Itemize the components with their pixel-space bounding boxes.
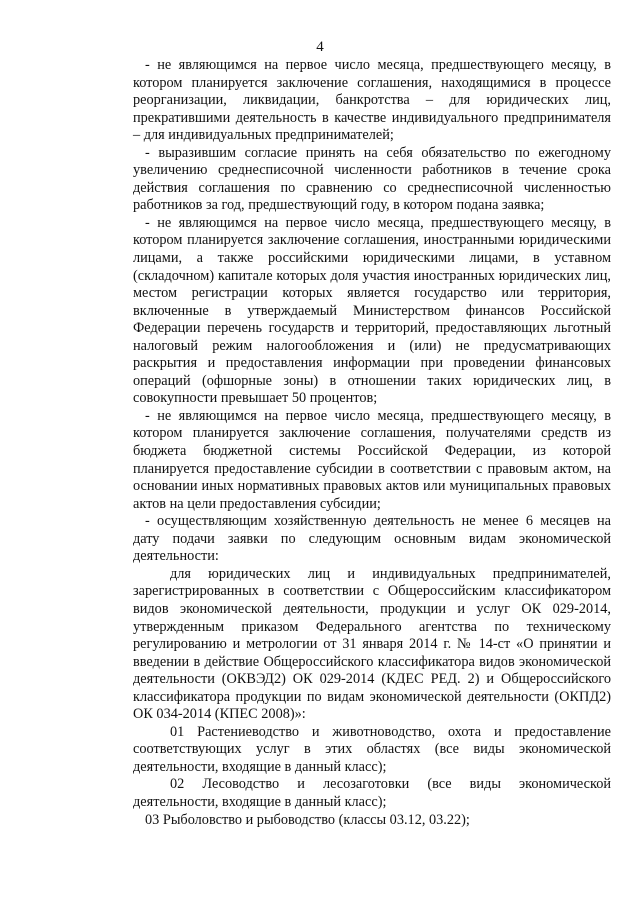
code-02-item: 02 Лесоводство и лесозаготовки (все виды экономической деятельности, входящие в данный класс);: [133, 776, 611, 810]
code-03-item: 03 Рыболовство и рыбоводство (классы 03.12, 03.22);: [145, 811, 470, 828]
document-body: [133, 57, 611, 829]
paragraph-activity-duration: - осуществляющим хозяйственную деятельность не менее 6 месяцев на дату подачи заявки по следующим основным видам экономической деятельности:: [133, 513, 611, 565]
paragraph-classifier: для юридических лиц и индивидуальных предпринимателей, зарегистрированных в соответствии с Общероссийским классификатором видов экономической деятельности, продукции и услуг ОК 029-2014, утвержденным приказом Федерального агентства по техническому регулированию и метрологии от 31 января 2014 г. № 14-ст «О принятии и введении в действие Общероссийского классификатора видов экономической деятельности (ОКВЭД2) ОК 029-2014 (КДЕС РЕД. 2) и Общероссийского классификатора продукции по видам экономической деятельности (ОКПД2) ОК 034-2014 (КПЕС 2008)»:: [133, 565, 611, 723]
paragraph-reorganization: - не являющимся на первое число месяца, предшествующего месяцу, в котором планируется заключение соглашения, находящимися в процессе реорганизации, ликвидации, банкротства – для юридических лиц, прекратившими деятельность в качестве индивидуального предпринимателя – для индивидуальных предпринимателей;: [133, 57, 611, 144]
paragraph-headcount: - выразившим согласие принять на себя обязательство по ежегодному увеличению среднесписочной численности работников в течение срока действия соглашения по сравнению со среднесписочной численностью работников за год, предшествующий году, в котором подана заявка;: [133, 144, 611, 214]
paragraph-budget-recipients: - не являющимся на первое число месяца, предшествующего месяцу, в котором планируется заключение соглашения, получателями средств из бюджета бюджетной системы Российской Федерации, из которой планируется предоставление субсидии в соответствии с правовым актом, на основании иных нормативных правовых актов или муниципальных правовых актов на цели предоставления субсидии;: [133, 407, 611, 512]
paragraph-foreign-entities: - не являющимся на первое число месяца, предшествующего месяцу, в котором планируется заключение соглашения, иностранными юридическими лицами, а также российскими юридическими лицами, в уставном (складочном) капитале которых доля участия иностранных юридических лиц, местом регистрации которых является государство или территория, включенные в утверждаемый Министерством финансов Российской Федерации перечень государств и территорий, предоставляющих льготный налоговый режим налогообложения и (или) не предусматривающих раскрытия и предоставления информации при проведении финансовых операций (офшорные зоны) в отношении таких юридических лиц, в совокупности превышает 50 процентов;: [133, 214, 611, 407]
code-01-item: 01 Растениеводство и животноводство, охота и предоставление соответствующих услуг в этих областях (все виды экономической деятельности, входящие в данный класс);: [133, 723, 611, 775]
page-number: 4: [316, 39, 324, 55]
